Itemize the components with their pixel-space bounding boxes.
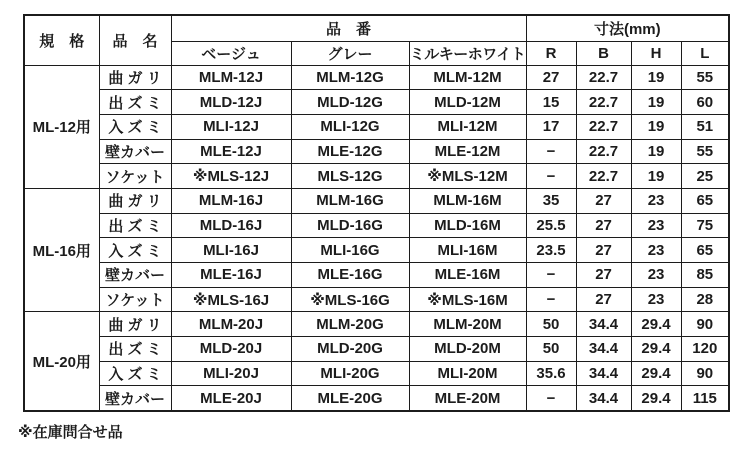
dim-h-cell: 19	[631, 65, 681, 90]
product-name-cell: 出 ズ ミ	[99, 213, 171, 238]
part-number-gray-cell: MLI-20G	[291, 361, 409, 386]
dim-r-cell: 23.5	[526, 238, 576, 263]
dim-l-cell: 65	[681, 238, 729, 263]
table-row	[24, 337, 729, 362]
dim-r-cell: 50	[526, 337, 576, 362]
table-row	[24, 139, 729, 164]
table-row	[24, 361, 729, 386]
part-number-beige-cell: MLD-16J	[171, 213, 291, 238]
table-row	[24, 386, 729, 411]
product-spec-table	[23, 14, 730, 412]
dim-b-cell: 27	[576, 238, 631, 263]
dim-l-cell: 60	[681, 90, 729, 115]
dim-b-cell: 27	[576, 287, 631, 312]
dim-l-cell: 90	[681, 361, 729, 386]
dim-r-cell: 27	[526, 65, 576, 90]
dim-b-cell: 22.7	[576, 65, 631, 90]
part-number-gray-cell: MLI-12G	[291, 114, 409, 139]
table-row	[24, 90, 729, 115]
part-number-white-cell: MLE-20M	[409, 386, 526, 411]
dim-l-cell: 85	[681, 263, 729, 288]
product-name-cell: 入 ズ ミ	[99, 114, 171, 139]
product-name-cell: 出 ズ ミ	[99, 90, 171, 115]
standard-group-label: ML-12用	[24, 65, 99, 188]
dim-b-cell: 27	[576, 213, 631, 238]
product-name-cell: 出 ズ ミ	[99, 337, 171, 362]
part-number-gray-cell: MLE-16G	[291, 263, 409, 288]
part-number-gray-cell: MLS-12G	[291, 164, 409, 189]
table-row	[24, 164, 729, 189]
dim-h-cell: 23	[631, 213, 681, 238]
product-name-cell: 曲 ガ リ	[99, 65, 171, 90]
part-number-white-cell: MLE-16M	[409, 263, 526, 288]
dim-h-cell: 29.4	[631, 361, 681, 386]
dim-b-cell: 22.7	[576, 164, 631, 189]
part-number-beige-cell: ※MLS-16J	[171, 287, 291, 312]
header-standard: 規 格	[24, 15, 99, 65]
dim-l-cell: 75	[681, 213, 729, 238]
table-row	[24, 238, 729, 263]
dim-l-cell: 115	[681, 386, 729, 411]
header-dim-l: L	[681, 41, 729, 65]
dim-b-cell: 34.4	[576, 386, 631, 411]
product-name-cell: 入 ズ ミ	[99, 361, 171, 386]
dim-h-cell: 23	[631, 287, 681, 312]
standard-group-label: ML-20用	[24, 312, 99, 411]
header-part-number: 品 番	[171, 15, 526, 41]
part-number-beige-cell: MLE-20J	[171, 386, 291, 411]
part-number-beige-cell: MLM-16J	[171, 188, 291, 213]
table-row	[24, 312, 729, 337]
table-row	[24, 114, 729, 139]
part-number-white-cell: MLD-20M	[409, 337, 526, 362]
header-product-name: 品 名	[99, 15, 171, 65]
dim-l-cell: 28	[681, 287, 729, 312]
table-row	[24, 213, 729, 238]
dim-h-cell: 29.4	[631, 386, 681, 411]
part-number-white-cell: MLM-20M	[409, 312, 526, 337]
dim-h-cell: 23	[631, 263, 681, 288]
part-number-gray-cell: MLD-20G	[291, 337, 409, 362]
dim-h-cell: 23	[631, 188, 681, 213]
product-name-cell: ソケット	[99, 164, 171, 189]
header-dimensions: 寸法(mm)	[526, 15, 729, 41]
dim-r-cell: −	[526, 164, 576, 189]
product-name-cell: 入 ズ ミ	[99, 238, 171, 263]
dim-r-cell: 35.6	[526, 361, 576, 386]
dim-b-cell: 34.4	[576, 312, 631, 337]
stock-inquiry-footnote: ※在庫問合せ品	[18, 423, 123, 441]
part-number-gray-cell: MLE-12G	[291, 139, 409, 164]
part-number-gray-cell: MLI-16G	[291, 238, 409, 263]
part-number-gray-cell: MLD-12G	[291, 90, 409, 115]
dim-b-cell: 22.7	[576, 114, 631, 139]
dim-b-cell: 27	[576, 263, 631, 288]
part-number-gray-cell: MLE-20G	[291, 386, 409, 411]
product-name-cell: 曲 ガ リ	[99, 312, 171, 337]
part-number-white-cell: MLM-12M	[409, 65, 526, 90]
part-number-gray-cell: ※MLS-16G	[291, 287, 409, 312]
dim-h-cell: 19	[631, 114, 681, 139]
part-number-beige-cell: MLD-20J	[171, 337, 291, 362]
dim-h-cell: 19	[631, 139, 681, 164]
part-number-beige-cell: MLI-16J	[171, 238, 291, 263]
part-number-gray-cell: MLM-20G	[291, 312, 409, 337]
dim-l-cell: 51	[681, 114, 729, 139]
part-number-white-cell: MLD-16M	[409, 213, 526, 238]
part-number-beige-cell: MLM-20J	[171, 312, 291, 337]
product-name-cell: 壁カバー	[99, 263, 171, 288]
table-row	[24, 287, 729, 312]
dim-h-cell: 19	[631, 164, 681, 189]
dim-r-cell: −	[526, 139, 576, 164]
dim-r-cell: −	[526, 263, 576, 288]
part-number-beige-cell: MLI-12J	[171, 114, 291, 139]
dim-b-cell: 22.7	[576, 90, 631, 115]
dim-r-cell: 50	[526, 312, 576, 337]
dim-b-cell: 22.7	[576, 139, 631, 164]
part-number-white-cell: ※MLS-12M	[409, 164, 526, 189]
part-number-white-cell: MLE-12M	[409, 139, 526, 164]
dim-r-cell: −	[526, 386, 576, 411]
part-number-beige-cell: MLE-16J	[171, 263, 291, 288]
table-row	[24, 263, 729, 288]
dim-r-cell: 25.5	[526, 213, 576, 238]
product-name-cell: ソケット	[99, 287, 171, 312]
part-number-white-cell: MLI-20M	[409, 361, 526, 386]
dim-r-cell: 15	[526, 90, 576, 115]
dim-h-cell: 29.4	[631, 312, 681, 337]
part-number-beige-cell: MLI-20J	[171, 361, 291, 386]
standard-group-label: ML-16用	[24, 188, 99, 311]
part-number-beige-cell: MLM-12J	[171, 65, 291, 90]
product-name-cell: 曲 ガ リ	[99, 188, 171, 213]
dim-r-cell: 35	[526, 188, 576, 213]
part-number-white-cell: MLM-16M	[409, 188, 526, 213]
dim-l-cell: 65	[681, 188, 729, 213]
part-number-white-cell: ※MLS-16M	[409, 287, 526, 312]
table-row	[24, 65, 729, 90]
header-dim-r: R	[526, 41, 576, 65]
header-dim-b: B	[576, 41, 631, 65]
header-color-milky-white: ミルキーホワイト	[409, 41, 526, 65]
table-row	[24, 188, 729, 213]
dim-r-cell: 17	[526, 114, 576, 139]
part-number-beige-cell: MLE-12J	[171, 139, 291, 164]
dim-l-cell: 55	[681, 65, 729, 90]
dim-r-cell: −	[526, 287, 576, 312]
dim-h-cell: 29.4	[631, 337, 681, 362]
dim-l-cell: 55	[681, 139, 729, 164]
header-color-beige: ベージュ	[171, 41, 291, 65]
product-name-cell: 壁カバー	[99, 139, 171, 164]
dim-b-cell: 34.4	[576, 337, 631, 362]
dim-l-cell: 25	[681, 164, 729, 189]
part-number-gray-cell: MLM-16G	[291, 188, 409, 213]
dim-h-cell: 19	[631, 90, 681, 115]
dim-b-cell: 34.4	[576, 361, 631, 386]
header-dim-h: H	[631, 41, 681, 65]
part-number-gray-cell: MLD-16G	[291, 213, 409, 238]
part-number-beige-cell: MLD-12J	[171, 90, 291, 115]
dim-h-cell: 23	[631, 238, 681, 263]
part-number-white-cell: MLD-12M	[409, 90, 526, 115]
part-number-gray-cell: MLM-12G	[291, 65, 409, 90]
dim-b-cell: 27	[576, 188, 631, 213]
header-color-gray: グレー	[291, 41, 409, 65]
part-number-white-cell: MLI-16M	[409, 238, 526, 263]
part-number-white-cell: MLI-12M	[409, 114, 526, 139]
dim-l-cell: 120	[681, 337, 729, 362]
dim-l-cell: 90	[681, 312, 729, 337]
product-name-cell: 壁カバー	[99, 386, 171, 411]
part-number-beige-cell: ※MLS-12J	[171, 164, 291, 189]
